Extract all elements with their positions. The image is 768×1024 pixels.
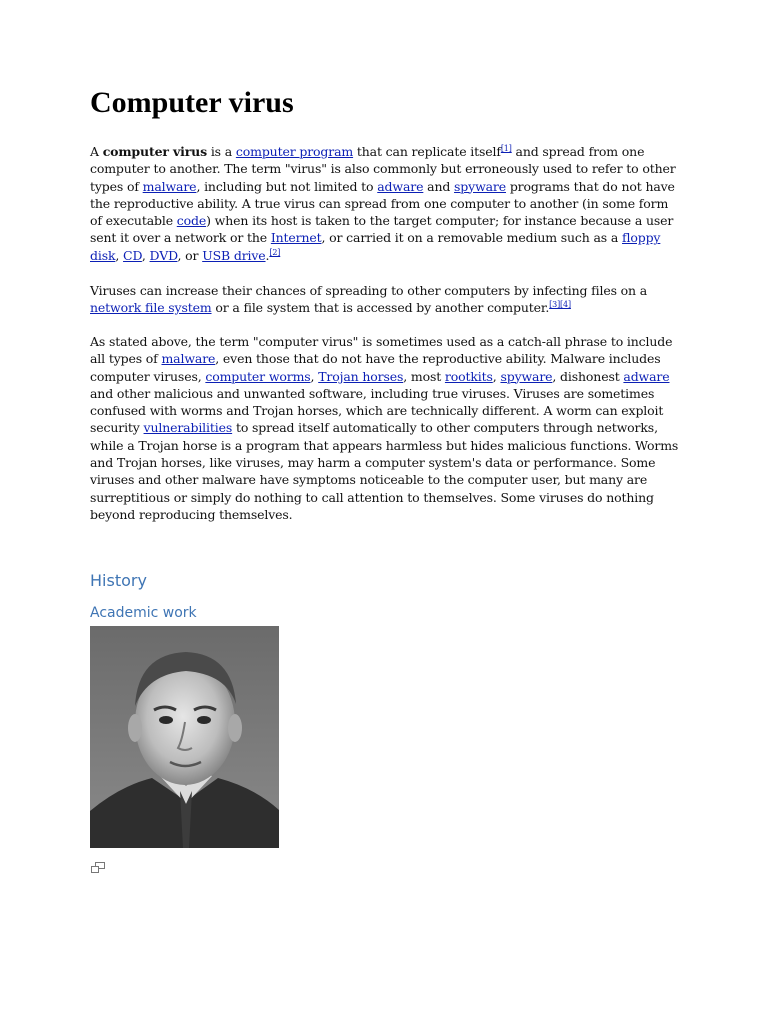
text-run: , even those that do not have the reproductive ability. Malware includes computer viruses,: [90, 351, 661, 384]
citation-link[interactable]: [1]: [500, 143, 512, 153]
malware-paragraph: [90, 333, 682, 523]
text-run: , most: [403, 368, 445, 384]
text-run: to spread itself automatically to other computers through networks, while a Trojan horse is a program that appears harmless but hides malicious functions. Worms and Trojan horses, like viruses, may harm a computer system's data or performance. Some viruses and other malware have symptoms noticeable to the computer user, but many are surreptitious or simply do nothing to call attention to themselves. Some viruses do nothing beyond reproducing themselves.: [90, 420, 679, 522]
citation-link[interactable]: [3][4]: [549, 300, 571, 310]
intro-paragraph: [90, 143, 682, 264]
spreading-paragraph: [90, 282, 682, 317]
link-computer-program[interactable]: computer program: [235, 144, 354, 159]
citation-link[interactable]: [2]: [269, 247, 281, 257]
text-run: , dishonest: [552, 368, 624, 384]
text-run: programs that do not have the reproductive ability. A true virus can spread from one computer to another (in some form of executable: [90, 178, 675, 229]
text-run: ,: [141, 247, 150, 263]
link-usb-drive[interactable]: USB drive: [202, 247, 266, 263]
page-title: Computer virus: [90, 86, 294, 119]
text-run: or a file system that is accessed by another computer.: [211, 300, 550, 316]
text-run: and: [423, 178, 455, 194]
link-computer-worms[interactable]: computer worms: [205, 368, 311, 384]
text-run: .: [265, 247, 270, 263]
link-internet[interactable]: Internet: [270, 230, 322, 246]
text-run: ,: [492, 368, 501, 384]
link-spyware[interactable]: spyware: [454, 178, 506, 194]
text-run: is a: [207, 144, 236, 159]
text-run: ) when its host is taken to the target computer; for instance because a user sent it over a network or the: [90, 213, 674, 246]
link-spyware[interactable]: spyware: [500, 368, 553, 384]
link-code[interactable]: code: [176, 213, 207, 229]
text-run: and other malicious and unwanted software, including true viruses. Viruses are sometimes confused with worms and Trojan horses, which are technically different. A worm can exploit security: [90, 385, 664, 436]
text-run: , including but not limited to: [196, 178, 378, 194]
link-adware[interactable]: adware: [623, 368, 670, 384]
bold-term: computer virus: [102, 144, 207, 159]
text-run: that can replicate itself: [353, 144, 501, 159]
link-trojan-horses[interactable]: Trojan horses: [318, 368, 404, 384]
text-run: Viruses can increase their chances of spreading to other computers by infecting files on a: [90, 283, 648, 298]
text-run: As stated above, the term "computer virus" is sometimes used as a catch-all phrase to include all types of: [90, 334, 673, 367]
text-run: ,: [115, 247, 124, 263]
link-rootkits[interactable]: rootkits: [444, 368, 493, 384]
section-heading-history: History: [90, 571, 147, 590]
link-dvd[interactable]: DVD: [149, 247, 178, 263]
link-malware[interactable]: malware: [161, 351, 216, 367]
subsection-heading-academic-work: Academic work: [90, 605, 197, 621]
link-cd[interactable]: CD: [123, 247, 142, 263]
link-malware[interactable]: malware: [142, 178, 197, 194]
text-run: A: [90, 144, 103, 159]
link-adware[interactable]: adware: [377, 178, 424, 194]
text-run: and spread from one computer to another. The term "virus" is also commonly but erroneously used to refer to other types of: [90, 144, 676, 194]
link-floppy-disk[interactable]: floppy disk: [90, 230, 661, 263]
magnify-clip-icon[interactable]: [91, 862, 105, 873]
text-run: ,: [310, 368, 319, 384]
link-vulnerabilities[interactable]: vulnerabilities: [143, 420, 233, 436]
text-run: , or carried it on a removable medium such as a: [321, 230, 623, 246]
portrait-photo[interactable]: [90, 626, 279, 848]
text-run: , or: [177, 247, 203, 263]
link-network-file-system[interactable]: network file system: [90, 300, 212, 316]
